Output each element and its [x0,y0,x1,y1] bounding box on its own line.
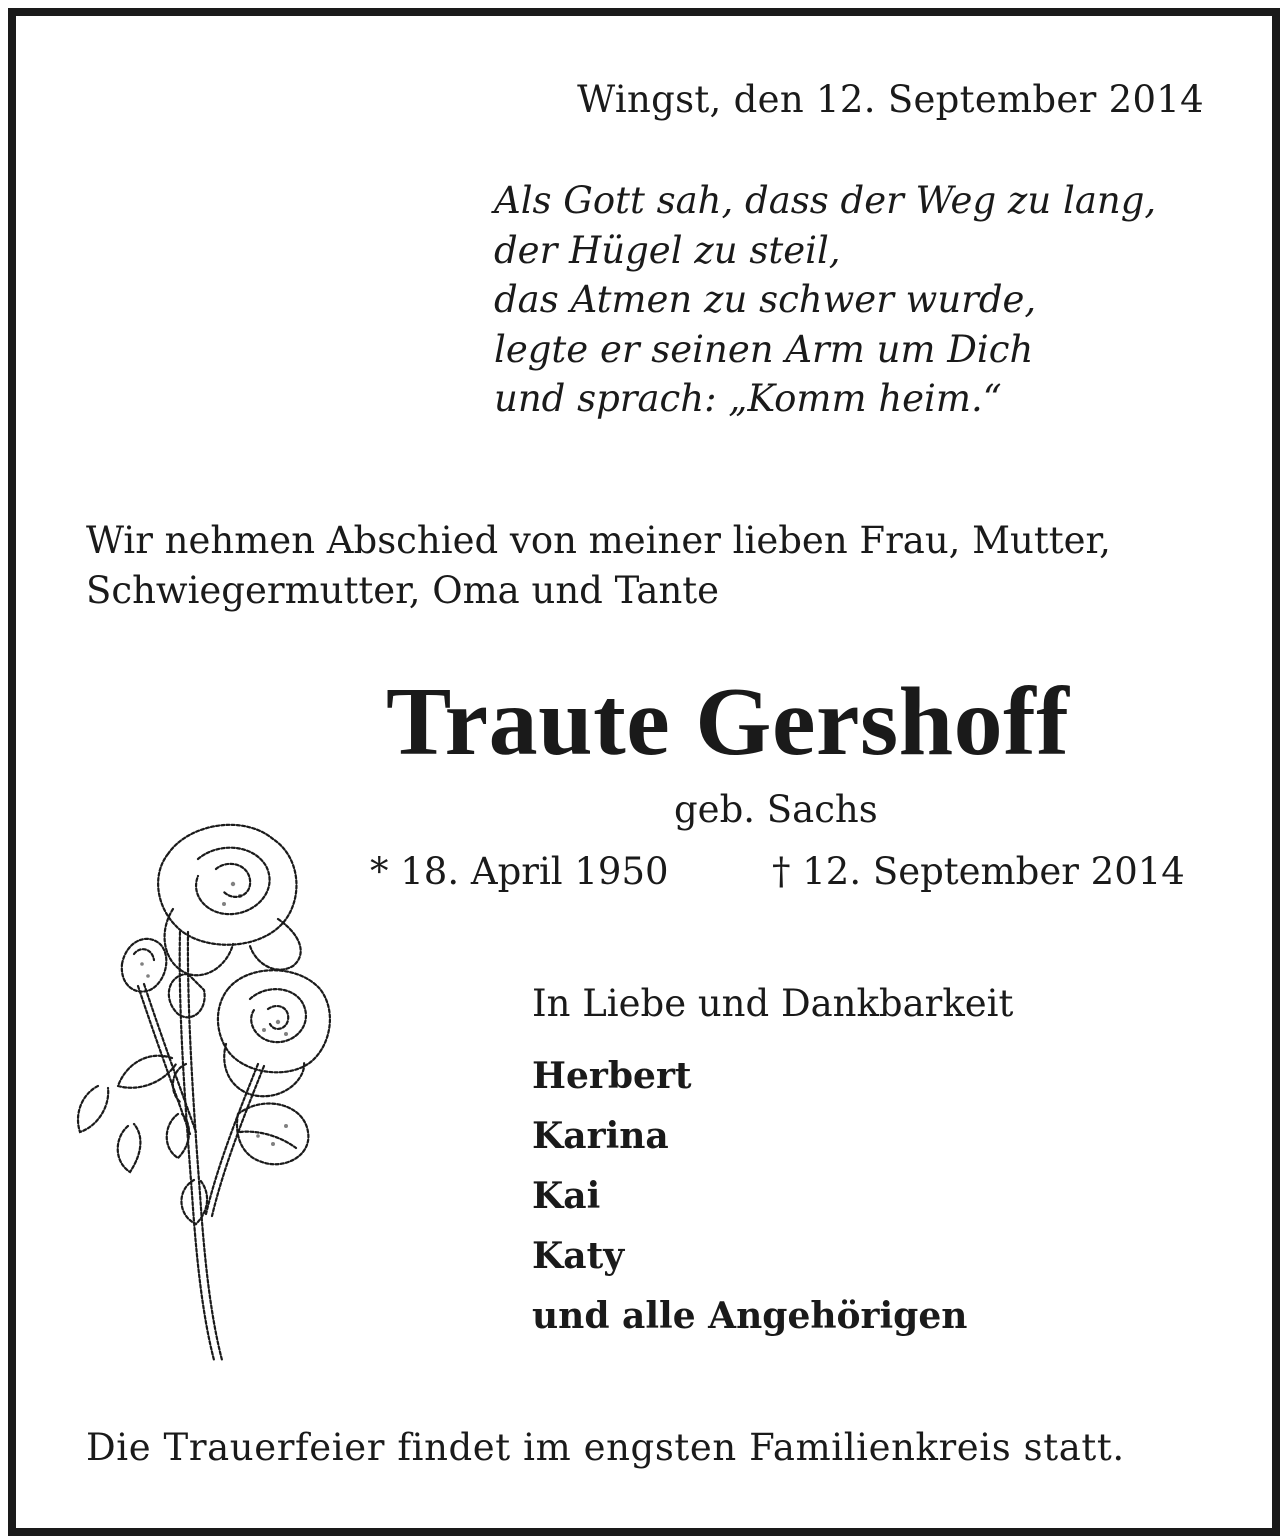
mourner-name: Karina [532,1115,669,1157]
poem-line: und sprach: „Komm heim.“ [494,377,1002,420]
poem-line: der Hügel zu steil, [494,228,841,272]
poem [494,176,1156,424]
mourner-name: Katy [532,1235,625,1277]
birth-date: * 18. April 1950 [370,850,669,893]
farewell-intro [86,516,1111,616]
death-date: † 12. September 2014 [772,850,1185,893]
mourner-name: Kai [532,1175,601,1217]
intro-line: Schwiegermutter, Oma und Tante [86,569,720,612]
thanks-line: In Liebe und Dankbarkeit [532,982,1014,1025]
mourner-name: Herbert [532,1055,692,1097]
poem-line: Als Gott sah, dass der Weg zu lang, [494,179,1157,222]
maiden-name: geb. Sachs [674,788,878,831]
mourner-name: und alle Angehörigen [532,1295,968,1337]
poem-line: das Atmen zu schwer wurde, [494,278,1037,321]
rose-icon [68,814,348,1374]
funeral-note: Die Trauerfeier findet im engsten Familienkreis statt. [86,1426,1125,1469]
deceased-name: Traute Gershoff [386,668,1070,776]
intro-line: Wir nehmen Abschied von meiner lieben Frau, Mutter, [86,519,1111,562]
poem-line: legte er seinen Arm um Dich [494,327,1034,371]
obituary-notice [8,8,1280,1536]
mourner-list [532,1046,967,1346]
place-date: Wingst, den 12. September 2014 [577,78,1204,121]
